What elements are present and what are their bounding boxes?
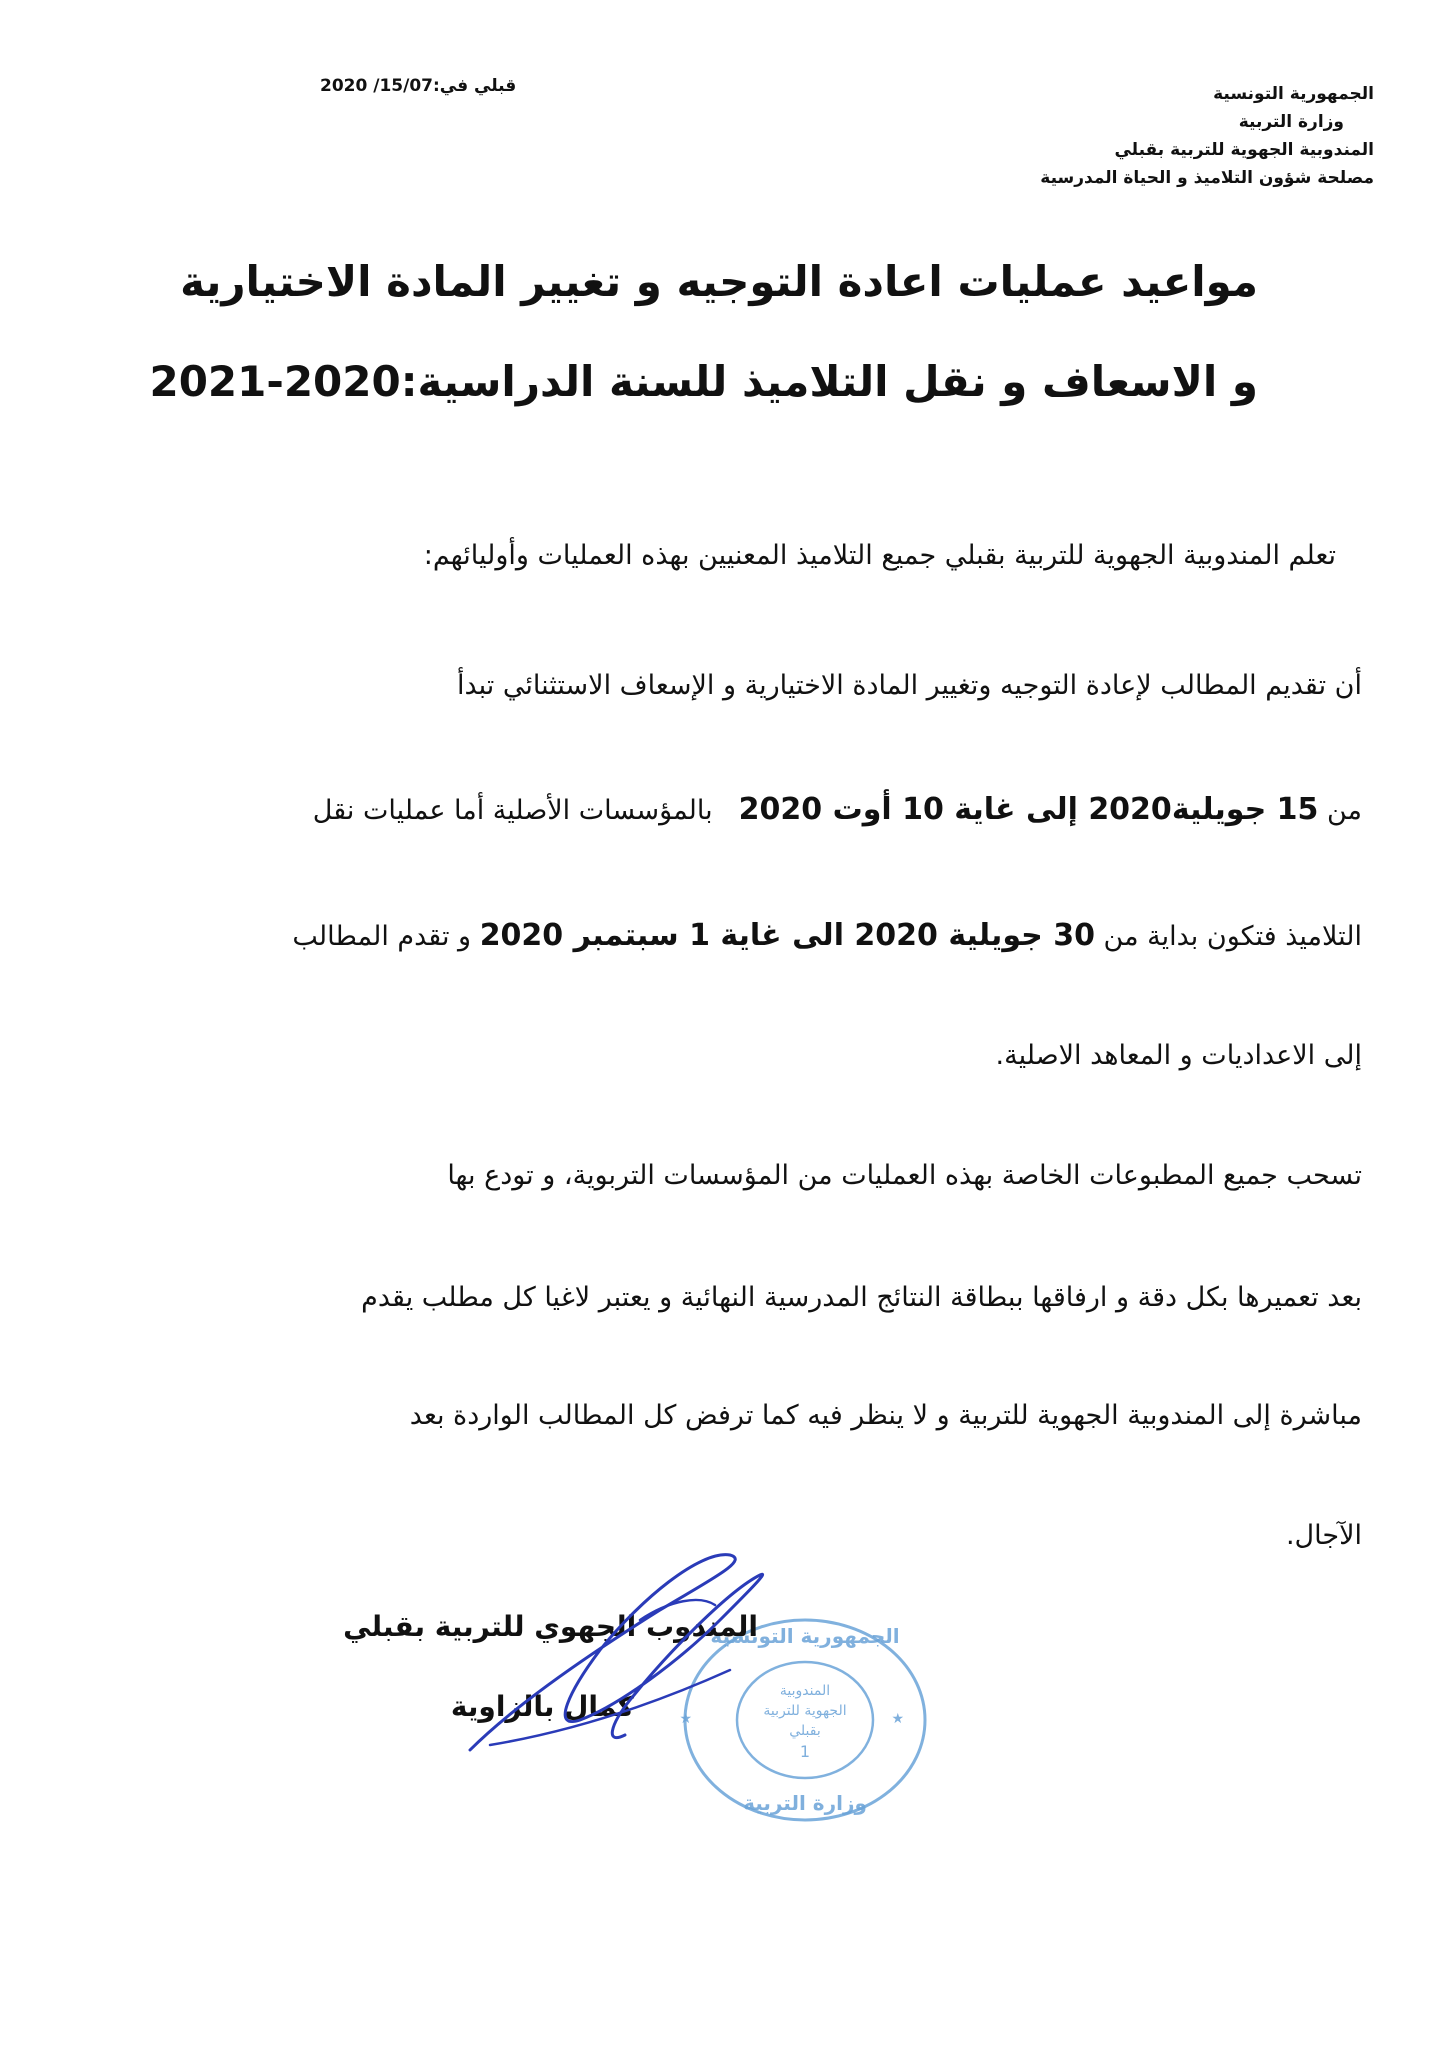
title-line-1: مواعيد عمليات اعادة التوجيه و تغيير المادة الاختيارية — [180, 257, 1258, 306]
stamp-inner-1: المندوبية — [779, 1683, 831, 1699]
body-line-2-start: من — [1326, 795, 1362, 826]
body-line-3 — [292, 918, 1362, 953]
document-title — [149, 232, 1258, 432]
svg-text:★: ★ — [891, 1711, 904, 1727]
body-line-8: الآجال. — [1285, 1520, 1362, 1551]
signatory-name: كمال بالزاوية — [450, 1690, 634, 1723]
svg-text:★: ★ — [679, 1711, 692, 1727]
body-line-5: تسحب جميع المطبوعات الخاصة بهذه العمليات من المؤسسات التربوية، و تودع بها — [447, 1160, 1362, 1191]
body-line-2 — [313, 792, 1362, 827]
signatory-title: المندوب الجهوي للتربية بقبلي — [343, 1610, 758, 1643]
body-line-3-end: و تقدم المطالب — [292, 921, 472, 952]
body-line-2-end: بالمؤسسات الأصلية أما عمليات نقل — [312, 795, 713, 826]
stamp-inner-4: 1 — [799, 1742, 811, 1761]
body-line-3-start: التلاميذ فتكون بداية من — [1103, 921, 1362, 952]
delegation-name: المندوبية الجهوية للتربية بقبلي — [1114, 140, 1374, 160]
date-line: قبلي في:15/07/ 2020 — [320, 76, 517, 96]
body-line-6: بعد تعميرها بكل دقة و ارفاقها ببطاقة النتائج المدرسية النهائية و يعتبر لاغيا كل مطلب يقدم — [361, 1282, 1362, 1313]
ministry-name: وزارة التربية — [1238, 112, 1344, 132]
body-line-4: إلى الاعداديات و المعاهد الاصلية. — [995, 1040, 1362, 1071]
republic-name: الجمهورية التونسية — [1213, 84, 1374, 104]
intro-paragraph: تعلم المندوبية الجهوية للتربية بقبلي جميع التلاميذ المعنيين بهذه العمليات وأوليائهم: — [423, 540, 1336, 571]
stamp-outer-bottom: وزارة التربية — [743, 1791, 867, 1815]
stamp-inner-3: بقبلي — [789, 1723, 821, 1739]
handwritten-signature — [430, 1500, 810, 1800]
body-line-7: مباشرة إلى المندوبية الجهوية للتربية و لا ينظر فيه كما ترفض كل المطالب الواردة بعد — [409, 1400, 1362, 1431]
body-line-1: أن تقديم المطالب لإعادة التوجيه وتغيير المادة الاختيارية و الإسعاف الاستثنائي تبدأ — [456, 670, 1362, 701]
stamp-outer-top: الجمهورية التونسية — [710, 1624, 900, 1648]
stamp-inner-2: الجهوية للتربية — [763, 1703, 847, 1719]
transfer-period: 30 جويلية 2020 الى غاية 1 سبتمبر 2020 — [479, 918, 1095, 953]
letterhead — [854, 80, 1374, 192]
department-name: مصلحة شؤون التلاميذ و الحياة المدرسية — [1040, 168, 1374, 188]
redirect-period: 15 جويلية2020 إلى غاية 10 أوت 2020 — [738, 792, 1319, 827]
title-line-2: و الاسعاف و نقل التلاميذ للسنة الدراسية:2020-2021 — [149, 357, 1258, 406]
